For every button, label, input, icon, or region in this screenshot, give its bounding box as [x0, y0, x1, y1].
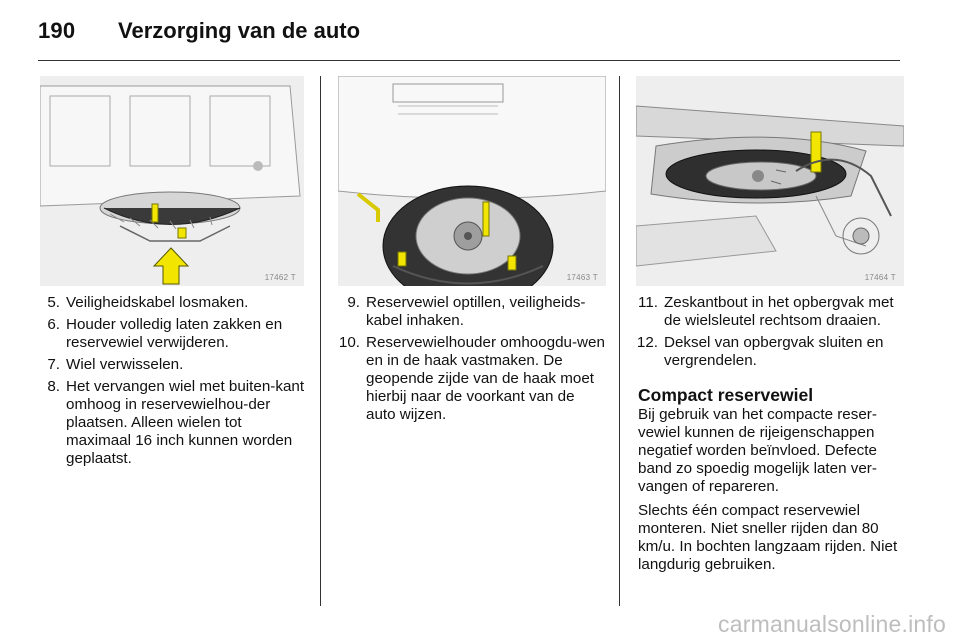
figure-code: 17463 T [566, 273, 598, 282]
section-heading: Compact reservewiel [638, 385, 814, 405]
section-paragraph: Bij gebruik van het compacte reser-vewiel kunnen de rijeigenschappen negatief worden beïnvloed. Defecte band zo spoedig mogelijk laten ver-vangen of repareren. [638, 406, 877, 495]
list-item [40, 294, 308, 312]
list-item [334, 334, 606, 424]
figure-2-illustration [338, 76, 606, 286]
step-number: 11. [638, 294, 658, 311]
figure-storage-compartment [636, 76, 904, 286]
step-text: Veiligheidskabel losmaken. [66, 294, 249, 311]
section-paragraph: Slechts één compact reservewiel monteren. Niet sneller rijden dan 80 km/u. In bochten langzaam rijden. Niet langdurig gebruiken. [638, 502, 898, 573]
list-item [40, 378, 308, 468]
step-number: 6. [47, 316, 60, 333]
step-number: 12. [636, 334, 658, 351]
step-number: 10. [338, 334, 360, 351]
step-number: 5. [47, 294, 60, 311]
list-item [632, 334, 904, 370]
steps-column-2 [334, 294, 606, 428]
list-item [40, 356, 308, 374]
figure-lower-spare-wheel [40, 76, 304, 286]
watermark: carmanualsonline.info [718, 611, 946, 637]
figure-1-illustration [40, 76, 304, 286]
step-text: Reservewiel optillen, veiligheids-kabel inhaken. [366, 294, 586, 329]
header-rule [38, 60, 900, 61]
figure-code: 17462 T [264, 273, 296, 282]
list-item [334, 294, 606, 330]
step-text: Reservewielhouder omhoogdu-wen en in de haak vastmaken. De geopende zijde van de haak moet hierbij naar de voorkant van de auto wijzen. [366, 334, 605, 423]
step-text: Zeskantbout in het opbergvak met de wielsleutel rechtsom draaien. [664, 294, 894, 329]
step-text: Wiel verwisselen. [66, 356, 184, 373]
list-item [40, 316, 308, 352]
compact-spare-wheel-section [638, 384, 904, 580]
step-number: 9. [347, 294, 360, 311]
figure-3-illustration [636, 76, 904, 286]
figure-raise-spare-wheel [338, 76, 606, 286]
page-number: 190 [38, 18, 76, 43]
steps-column-1 [40, 294, 308, 472]
figure-code: 17464 T [864, 273, 896, 282]
column-divider-2 [619, 76, 620, 606]
column-divider-1 [320, 76, 321, 606]
step-text: Houder volledig laten zakken en reservewiel verwijderen. [66, 316, 283, 351]
page-title: Verzorging van de auto [118, 18, 361, 43]
list-item [632, 294, 904, 330]
step-text: Het vervangen wiel met buiten-kant omhoog in reservewielhou-der plaatsen. Alleen wielen tot maximaal 16 inch kunnen worden geplaatst. [66, 378, 305, 467]
step-number: 7. [47, 356, 60, 373]
step-text: Deksel van opbergvak sluiten en vergrendelen. [664, 334, 884, 369]
step-number: 8. [47, 378, 60, 395]
steps-column-3 [632, 294, 904, 374]
